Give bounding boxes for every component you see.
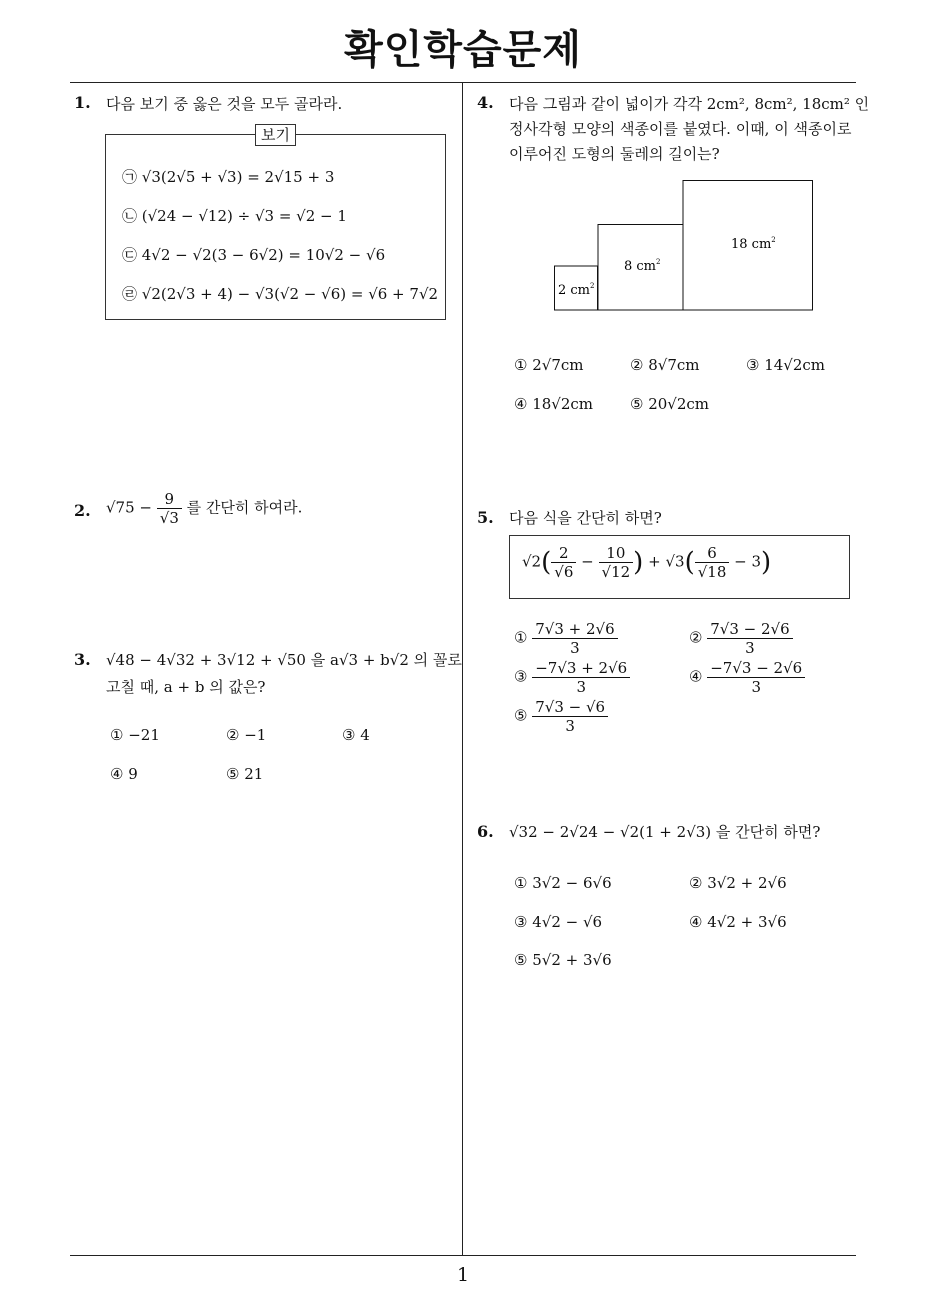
q3-option-4[interactable]: ④ 9 [110, 765, 138, 783]
q6-number: 6. [477, 822, 494, 841]
q5-expr-tail: − 3 [734, 552, 762, 571]
q5-frac-1-den: √6 [554, 563, 574, 581]
q2-frac-numerator: 9 [157, 490, 182, 509]
q3-option-3[interactable]: ③ 4 [342, 726, 370, 744]
q4-line-2: 정사각형 모양의 색종이를 붙였다. 이때, 이 색종이로 [509, 120, 852, 138]
q5-option-3-mark: ③ [514, 667, 528, 686]
q5-frac-2-den: √12 [601, 563, 631, 581]
q2-expression [106, 490, 302, 527]
q6-option-3[interactable]: ③ 4√2 − √6 [514, 913, 603, 931]
q5-option-2-den: 3 [745, 639, 755, 657]
q2-number: 2. [74, 501, 91, 520]
q6-option-4[interactable]: ④ 4√2 + 3√6 [689, 913, 787, 931]
footer-rule [70, 1255, 856, 1256]
q3-number: 3. [74, 650, 91, 669]
q5-option-5[interactable] [514, 698, 608, 735]
column-divider [462, 83, 463, 1256]
q5-number: 5. [477, 508, 494, 527]
q5-option-2-frac [707, 620, 792, 657]
q6-option-2[interactable]: ② 3√2 + 2√6 [689, 874, 787, 892]
square-18-label: 18 $cm^2$ [731, 236, 776, 252]
q6-text: √32 − 2√24 − √2(1 + 2√3) 을 간단히 하면? [509, 823, 821, 841]
q5-option-5-den: 3 [565, 717, 575, 735]
q5-close-paren: ) [633, 547, 644, 578]
q4-line-3: 이루어진 도형의 둘레의 길이는? [509, 145, 720, 163]
q5-option-3-den: 3 [576, 678, 586, 696]
q5-option-2-mark: ② [689, 628, 703, 647]
q5-expr-minus: − [581, 552, 594, 571]
q5-frac-3-num: 6 [695, 544, 730, 563]
q4-number: 4. [477, 93, 494, 112]
q5-option-5-mark: ⑤ [514, 706, 528, 725]
q4-option-2[interactable]: ② 8√7cm [630, 356, 700, 374]
q5-frac-1-num: 2 [551, 544, 576, 563]
q1-item-4: ㉣ √2(2√3 + 4) − √3(√2 − √6) = √6 + 7√2 [122, 285, 439, 303]
q5-frac-2-num: 10 [599, 544, 634, 563]
q5-expr-plus-sqrt3: + √3 [648, 552, 685, 571]
q5-option-3-num: −7√3 + 2√6 [532, 659, 630, 678]
q5-frac-3 [695, 544, 730, 581]
q5-close-paren-2: ) [761, 547, 772, 578]
q4-option-4[interactable]: ④ 18√2cm [514, 395, 594, 413]
q6-option-1[interactable]: ① 3√2 − 6√6 [514, 874, 612, 892]
q4-option-3[interactable]: ③ 14√2cm [746, 356, 826, 374]
square-8-label: 8 $cm^2$ [624, 258, 661, 274]
q5-option-4-mark: ④ [689, 667, 703, 686]
q5-frac-2 [599, 544, 634, 581]
page-number: 1 [456, 1264, 470, 1286]
q5-option-2[interactable] [689, 620, 793, 657]
q5-option-3-frac [532, 659, 630, 696]
q1-item-3: ㉢ 4√2 − √2(3 − 6√2) = 10√2 − √6 [122, 246, 386, 264]
q5-expression [522, 544, 771, 581]
q2-lead: √75 − [106, 498, 152, 517]
q1-item-1: ㉠ √3(2√5 + √3) = 2√15 + 3 [122, 168, 335, 186]
q3-line-1: √48 − 4√32 + 3√12 + √50 을 a√3 + b√2 의 꼴로 [106, 651, 462, 669]
square-2-label: 2 $cm^2$ [558, 282, 595, 298]
q5-option-1-den: 3 [570, 639, 580, 657]
q5-option-5-frac [532, 698, 608, 735]
q1-number: 1. [74, 93, 91, 112]
q4-option-5[interactable]: ⑤ 20√2cm [630, 395, 710, 413]
q5-option-1-num: 7√3 + 2√6 [532, 620, 617, 639]
q4-squares-figure [554, 180, 814, 311]
q5-option-4[interactable] [689, 659, 805, 696]
q4-line-1: 다음 그림과 같이 넓이가 각각 2cm², 8cm², 18cm² 인 [509, 95, 870, 113]
q5-option-4-frac [707, 659, 805, 696]
q5-option-1[interactable] [514, 620, 618, 657]
q5-text: 다음 식을 간단히 하면? [509, 509, 662, 527]
q3-line-2: 고칠 때, a + b 의 값은? [106, 678, 266, 696]
q5-expr-sqrt2: √2 [522, 552, 542, 571]
q4-option-1[interactable]: ① 2√7cm [514, 356, 584, 374]
header-rule [70, 82, 856, 83]
q5-open-paren-2: ( [684, 547, 695, 578]
q5-option-1-frac [532, 620, 617, 657]
page-title: 확인학습문제 [344, 27, 582, 73]
q5-option-2-num: 7√3 − 2√6 [707, 620, 792, 639]
q2-tail: 를 간단히 하여라. [186, 498, 303, 517]
q6-option-5[interactable]: ⑤ 5√2 + 3√6 [514, 951, 612, 969]
q1-bogi-label: 보기 [255, 124, 296, 146]
q2-frac-denominator: √3 [159, 509, 179, 527]
q3-option-2[interactable]: ② −1 [226, 726, 267, 744]
q5-expression-box [509, 535, 850, 599]
q5-option-5-num: 7√3 − √6 [532, 698, 608, 717]
q5-option-4-num: −7√3 − 2√6 [707, 659, 805, 678]
q5-option-3[interactable] [514, 659, 630, 696]
q1-text: 다음 보기 중 옳은 것을 모두 골라라. [106, 95, 343, 113]
q5-frac-1 [551, 544, 576, 581]
q5-option-4-den: 3 [751, 678, 761, 696]
q5-option-1-mark: ① [514, 628, 528, 647]
q1-item-2: ㉡ (√24 − √12) ÷ √3 = √2 − 1 [122, 207, 347, 225]
q3-option-1[interactable]: ① −21 [110, 726, 160, 744]
q2-fraction [157, 490, 182, 527]
q5-frac-3-den: √18 [697, 563, 727, 581]
q5-open-paren: ( [541, 547, 552, 578]
q3-option-5[interactable]: ⑤ 21 [226, 765, 264, 783]
